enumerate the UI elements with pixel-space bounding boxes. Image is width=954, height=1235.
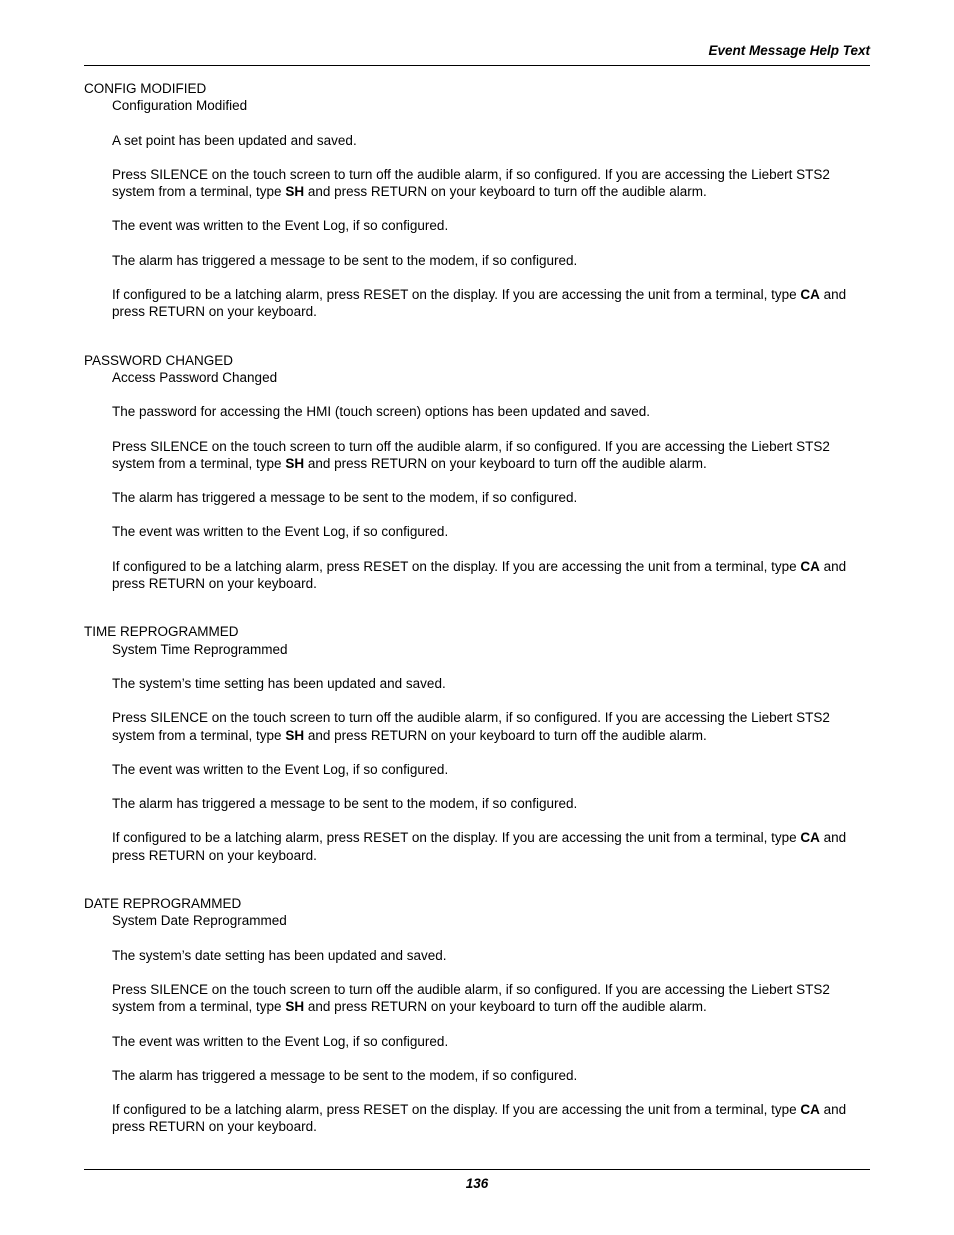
ca-code: CA	[800, 287, 820, 303]
modem-note: The alarm has triggered a message to be sent to the modem, if so configured.	[112, 796, 578, 812]
modem-note: The alarm has triggered a message to be sent to the modem, if so configured.	[112, 1067, 578, 1083]
sh-code: SH	[285, 184, 305, 200]
running-header: Event Message Help Text	[708, 43, 870, 58]
event-code: PASSWORD CHANGED	[84, 352, 234, 368]
silence-instruction: Press SILENCE on the touch screen to turn off the audible alarm, if so configured. If you are accessing the Liebert STS2 system from a terminal, type SH and press RETURN on your keyboard to turn off the audible alarm.	[112, 166, 830, 200]
reset-instruction: If configured to be a latching alarm, press RESET on the display. If you are accessing the unit from a terminal, type CA and press RETURN on your keyboard.	[112, 830, 847, 863]
reset-instruction: If configured to be a latching alarm, press RESET on the display. If you are accessing the unit from a terminal, type CA and press RETURN on your keyboard.	[112, 287, 847, 320]
event-log-note: The event was written to the Event Log, if so configured.	[112, 218, 449, 234]
event-description: The system’s date setting has been updated and saved.	[112, 947, 447, 963]
ca-code: CA	[800, 830, 820, 846]
event-section-date-reprogrammed	[84, 895, 870, 1136]
event-name: System Date Reprogrammed	[112, 913, 287, 929]
event-description: The password for accessing the HMI (touch screen) options has been updated and saved.	[112, 404, 651, 420]
event-name: Access Password Changed	[112, 369, 278, 385]
event-log-note: The event was written to the Event Log, if so configured.	[112, 524, 449, 540]
event-section-config-modified	[84, 80, 870, 321]
event-description: A set point has been updated and saved.	[112, 132, 357, 148]
event-section-time-reprogrammed	[84, 623, 870, 864]
sh-code: SH	[285, 455, 305, 471]
footer-rule	[84, 1169, 870, 1170]
event-name: System Time Reprogrammed	[112, 641, 288, 657]
event-code: TIME REPROGRAMMED	[84, 624, 239, 640]
event-name: Configuration Modified	[112, 98, 248, 114]
modem-note: The alarm has triggered a message to be sent to the modem, if so configured.	[112, 490, 578, 506]
event-log-note: The event was written to the Event Log, if so configured.	[112, 761, 449, 777]
silence-instruction: Press SILENCE on the touch screen to turn off the audible alarm, if so configured. If you are accessing the Liebert STS2 system from a terminal, type SH and press RETURN on your keyboard to turn off the audible alarm.	[112, 710, 830, 743]
ca-code: CA	[800, 558, 820, 574]
sh-code: SH	[285, 727, 305, 743]
modem-note: The alarm has triggered a message to be sent to the modem, if so configured.	[112, 252, 578, 268]
event-description: The system’s time setting has been updated and saved.	[112, 675, 446, 691]
event-log-note: The event was written to the Event Log, if so configured.	[112, 1033, 449, 1049]
event-section-password-changed	[84, 352, 870, 593]
event-list	[84, 80, 870, 1167]
header-rule	[84, 65, 870, 66]
silence-instruction: Press SILENCE on the touch screen to turn off the audible alarm, if so configured. If you are accessing the Liebert STS2 system from a terminal, type SH and press RETURN on your keyboard to turn off the audible alarm.	[112, 438, 830, 471]
event-code: DATE REPROGRAMMED	[84, 896, 242, 912]
event-code: CONFIG MODIFIED	[84, 81, 207, 96]
ca-code: CA	[800, 1102, 820, 1118]
silence-instruction: Press SILENCE on the touch screen to turn off the audible alarm, if so configured. If you are accessing the Liebert STS2 system from a terminal, type SH and press RETURN on your keyboard to turn off the audible alarm.	[112, 981, 830, 1015]
page-number: 136	[465, 1176, 489, 1191]
sh-code: SH	[285, 999, 305, 1015]
reset-instruction: If configured to be a latching alarm, press RESET on the display. If you are accessing the unit from a terminal, type CA and press RETURN on your keyboard.	[112, 558, 847, 592]
reset-instruction: If configured to be a latching alarm, press RESET on the display. If you are accessing the unit from a terminal, type CA and press RETURN on your keyboard.	[112, 1102, 847, 1135]
